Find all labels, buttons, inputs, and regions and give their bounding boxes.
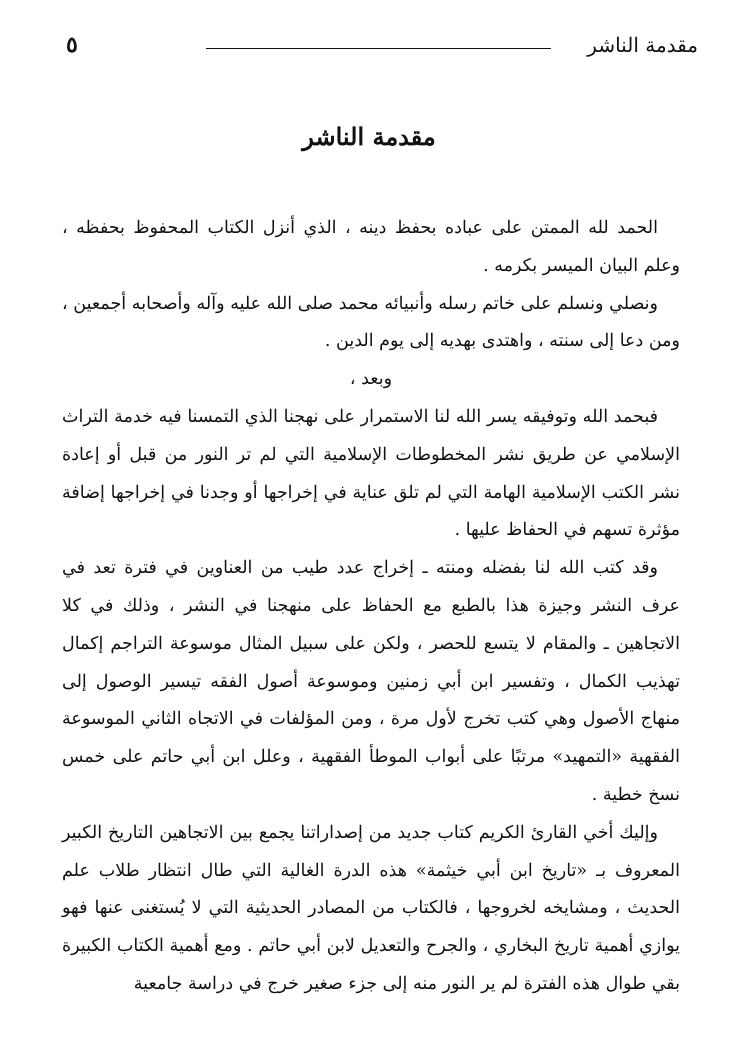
section-title: مقدمة الناشر [302, 122, 436, 151]
header-rule [206, 48, 551, 49]
running-title: مقدمة الناشر [587, 33, 698, 57]
body-text [62, 210, 680, 1004]
paragraph-3: وبعد ، [349, 369, 393, 390]
page-number: ٥ [66, 32, 78, 58]
paragraph-4: فبحمد الله وتوفيقه يسر الله لنا الاستمرار على نهجنا الذي التمسنا فيه خدمة التراث الإسلامي عن طريق نشر المخطوطات الإسلامية التي لم تر النور من قبل أو إعادة نشر الكتب الإسلامية الهامة التي لم تلق عناية في إخراجها أو وجدنا في إخراجها إضافة مؤثرة تسهم في الحفاظ عليها . [62, 406, 680, 541]
paragraph-1: الحمد لله الممتن على عباده بحفظ دينه ، الذي أنزل الكتاب المحفوظ بحفظه ، وعلم البيان الميسر بكرمه . [62, 218, 680, 276]
paragraph-6: وإليك أخي القارئ الكريم كتاب جديد من إصداراتنا يجمع بين الاتجاهين التاريخ الكبير المعروف بـ «تاريخ ابن أبي خيثمة» هذه الدرة الغالية التي طال انتظار طلاب علم الحديث ، ومشايخه لخروجها ، فالكتاب من المصادر الحديثية التي لا يُستغنى عنها فهو يوازي أهمية تاريخ البخاري ، والجرح والتعديل لابن أبي حاتم . ومع أهمية الكتاب الكبيرة بقي طوال هذه الفترة لم ير النور منه إلى جزء صغير خرج في دراسة جامعية [62, 822, 680, 994]
paragraph-2: ونصلي ونسلم على خاتم رسله وأنبيائه محمد صلى الله عليه وآله وأصحابه أجمعين ، ومن دعا إلى سنته ، واهتدى بهديه إلى يوم الدين . [62, 293, 680, 352]
paragraph-5: وقد كتب الله لنا بفضله ومنته ـ إخراج عدد طيب من العناوين في فترة تعد في عرف النشر وجيزة هذا بالطبع مع الحفاظ على منهجنا في النشر ، وذلك في كلا الاتجاهين ـ والمقام لا يتسع للحصر ، ولكن على سبيل المثال موسوعة التراجم إكمال تهذيب الكمال ، وتفسير ابن أبي زمنين وموسوعة أصول الفقه تيسير الوصول إلى منهاج الأصول وهي كتب تخرج لأول مرة ، ومن المؤلفات في الاتجاه الثاني الموسوعة الفقهية «التمهيد» مرتبًا على أبواب الموطأ الفقهية ، وعلل ابن أبي حاتم على خمس نسخ خطية . [62, 558, 680, 805]
running-header [66, 30, 698, 60]
